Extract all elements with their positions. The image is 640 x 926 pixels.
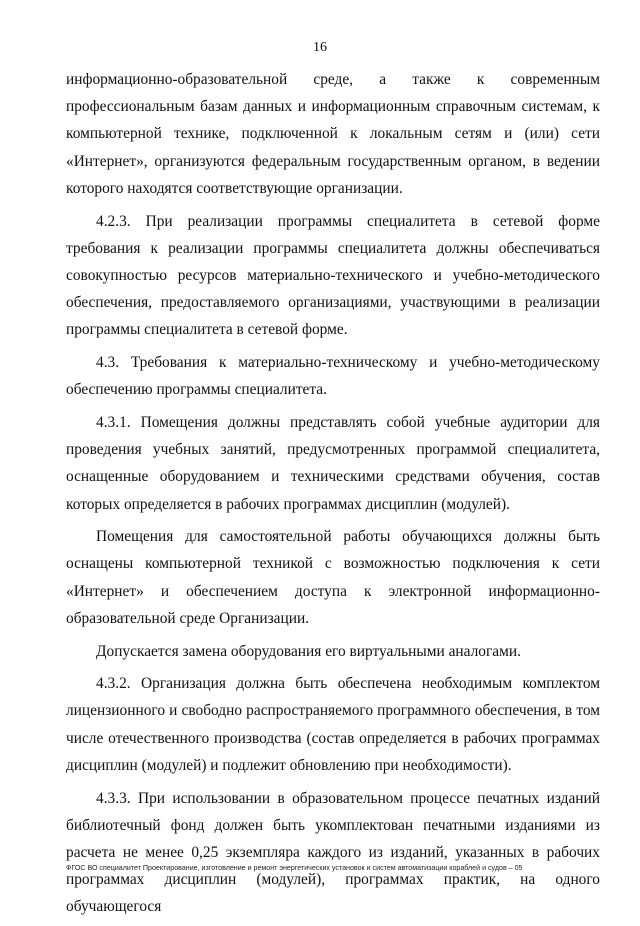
page-footer: ФГОС ВО специалитет Проектирование, изготовление и ремонт энергетических установок и систем автоматизации кораблей и судов – 05 — [66, 864, 523, 872]
paragraph-continuation: информационно-образовательной среде, а также к современным профессиональным базам данных и информационным справочным системам, к компьютерной технике, подключенной к локальным сетям и (или) сети «Интернет», организуются федеральным государственным органом, в ведении которого находятся соответствующие организации. — [66, 71, 600, 197]
paragraph-4-3: 4.3. Требования к материально-техническому и учебно-методическому обеспечению программы специалитета. — [66, 354, 600, 399]
paragraph-4-2-3: 4.2.3. При реализации программы специалитета в сетевой форме требования к реализации программы специалитета должны обеспечиваться совокупностью ресурсов материально-технического и учебно-методического обеспечения, предоставляемого организациями, участвующими в реализации программы специалитета в сетевой форме. — [66, 212, 600, 339]
paragraph-4-3-2: 4.3.2. Организация должна быть обеспечена необходимым комплектом лицензионного и свободно распространяемого программного обеспечения, в том числе отечественного производства (состав определяется в рабочих программах дисциплин (модулей) и подлежит обновлению при необходимости). — [66, 675, 600, 774]
body-text — [66, 66, 600, 926]
paragraph-self-study-rooms: Помещения для самостоятельной работы обучающихся должны быть оснащены компьютерной техникой с возможностью подключения к сети «Интернет» и обеспечением доступа к электронной информационно-образовательной среде Организации. — [66, 528, 600, 627]
page-number: 16 — [313, 40, 327, 55]
paragraph-4-3-1: 4.3.1. Помещения должны представлять собой учебные аудитории для проведения учебных занятий, предусмотренных программой специалитета, оснащенные оборудованием и техническими средствами обучения, состав которых определяется в рабочих программах дисциплин (модулей). — [66, 413, 600, 513]
paragraph-virtual-analogs: Допускается замена оборудования его виртуальными аналогами. — [96, 642, 521, 660]
paragraph-4-3-3: 4.3.3. При использовании в образовательном процессе печатных изданий библиотечный фонд должен быть укомплектован печатными изданиями из расчета не менее 0,25 экземпляра каждого из изданий, указанных в рабочих программах дисциплин (модулей), программах практик, на одного обучающегося — [66, 789, 600, 916]
